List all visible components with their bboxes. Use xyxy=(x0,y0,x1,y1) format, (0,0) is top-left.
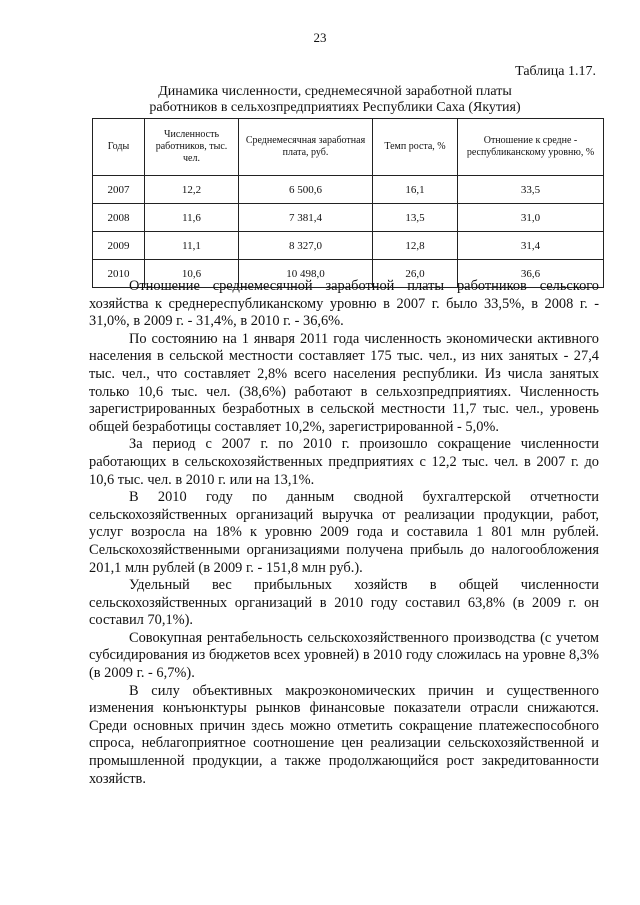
paragraph: Удельный вес прибыльных хозяйств в общей численности сельскохозяйственных организаций в 2010 году составил 63,8% (в 2009 г. он составил 70,1%). xyxy=(89,577,599,629)
table-title xyxy=(80,84,590,116)
cell-growth-rate: 26,0 xyxy=(373,260,458,288)
table-row xyxy=(93,176,604,204)
cell-avg-salary: 6 500,6 xyxy=(239,176,373,204)
cell-year: 2010 xyxy=(93,260,145,288)
cell-year: 2008 xyxy=(93,204,145,232)
paragraph: В 2010 году по данным сводной бухгалтерской отчетности сельскохозяйственных организаций выручка от реализации продукции, работ, услуг возросла на 18% к уровню 2009 года и составила 1 801 млн рублей. Сельскохозяйственными организациями получена прибыль до налогообложения 201,1 млн рублей (в 2009 г. - 151,8 млн руб.). xyxy=(89,489,599,576)
cell-growth-rate: 12,8 xyxy=(373,232,458,260)
cell-ratio: 36,6 xyxy=(458,260,604,288)
cell-ratio: 31,4 xyxy=(458,232,604,260)
header-headcount: Численность работников, тыс. чел. xyxy=(145,119,239,176)
cell-year: 2007 xyxy=(93,176,145,204)
table-title-line-1: Динамика численности, среднемесячной заработной платы xyxy=(158,84,512,99)
header-years: Годы xyxy=(93,119,145,176)
header-growth-rate: Темп роста, % xyxy=(373,119,458,176)
header-ratio-to-republic: Отношение к средне - республиканскому уровню, % xyxy=(458,119,604,176)
cell-headcount: 10,6 xyxy=(145,260,239,288)
cell-headcount: 11,6 xyxy=(145,204,239,232)
cell-avg-salary: 8 327,0 xyxy=(239,232,373,260)
paragraph: В силу объективных макроэкономических причин и существенного изменения конъюнктуры рынков финансовые показатели отрасли снижаются. Среди основных причин здесь можно отметить сокращение платежеспособного спроса, неблагоприятное соотношение цен реализации сельскохозяйственной и промышленной продукции, а также продолжающийся рост закредитованности хозяйств. xyxy=(89,682,599,787)
table-title-line-2: работников в сельхозпредприятиях Республики Саха (Якутия) xyxy=(149,100,521,115)
cell-headcount: 11,1 xyxy=(145,232,239,260)
data-table xyxy=(92,118,604,288)
header-avg-salary: Среднемесячная заработная плата, руб. xyxy=(239,119,373,176)
body-text xyxy=(89,278,599,788)
cell-growth-rate: 16,1 xyxy=(373,176,458,204)
paragraph: По состоянию на 1 января 2011 года численность экономически активного населения в сельской местности составляет 175 тыс. чел., из них занятых - 27,4 тыс. чел., что составляет 2,8% всего населения республики. Из числа занятых только 10,6 тыс. чел. (38,6%) работают в сельхозпредприятиях. Численность зарегистрированных безработных в сельской местности 11,7 тыс. чел., уровень общей безработицы составляет 10,2%, зарегистрированной - 5,0%. xyxy=(89,330,599,435)
cell-growth-rate: 13,5 xyxy=(373,204,458,232)
cell-ratio: 31,0 xyxy=(458,204,604,232)
paragraph: Совокупная рентабельность сельскохозяйственного производства (с учетом субсидирования из бюджетов всех уровней) в 2010 году сложилась на уровне 8,3% (в 2009 г. - 6,7%). xyxy=(89,629,599,682)
cell-avg-salary: 10 498,0 xyxy=(239,260,373,288)
paragraph: Отношение среднемесячной заработной платы работников сельского хозяйства к среднереспубликанскому уровню в 2007 г. было 33,5%, в 2008 г. - 31,0%, в 2009 г. - 31,4%, в 2010 г. - 36,6%. xyxy=(89,278,599,330)
cell-ratio: 33,5 xyxy=(458,176,604,204)
cell-headcount: 12,2 xyxy=(145,176,239,204)
paragraph: За период с 2007 г. по 2010 г. произошло сокращение численности работающих в сельскохозяйственных предприятиях с 12,2 тыс. чел. в 2007 г. до 10,6 тыс. чел. в 2010 г. или на 13,1%. xyxy=(89,436,599,488)
table-row xyxy=(93,204,604,232)
cell-avg-salary: 7 381,4 xyxy=(239,204,373,232)
table-label: Таблица 1.17. xyxy=(515,64,596,79)
table-header-row xyxy=(93,119,604,176)
page-number: 23 xyxy=(313,30,327,45)
table-row xyxy=(93,232,604,260)
cell-year: 2009 xyxy=(93,232,145,260)
